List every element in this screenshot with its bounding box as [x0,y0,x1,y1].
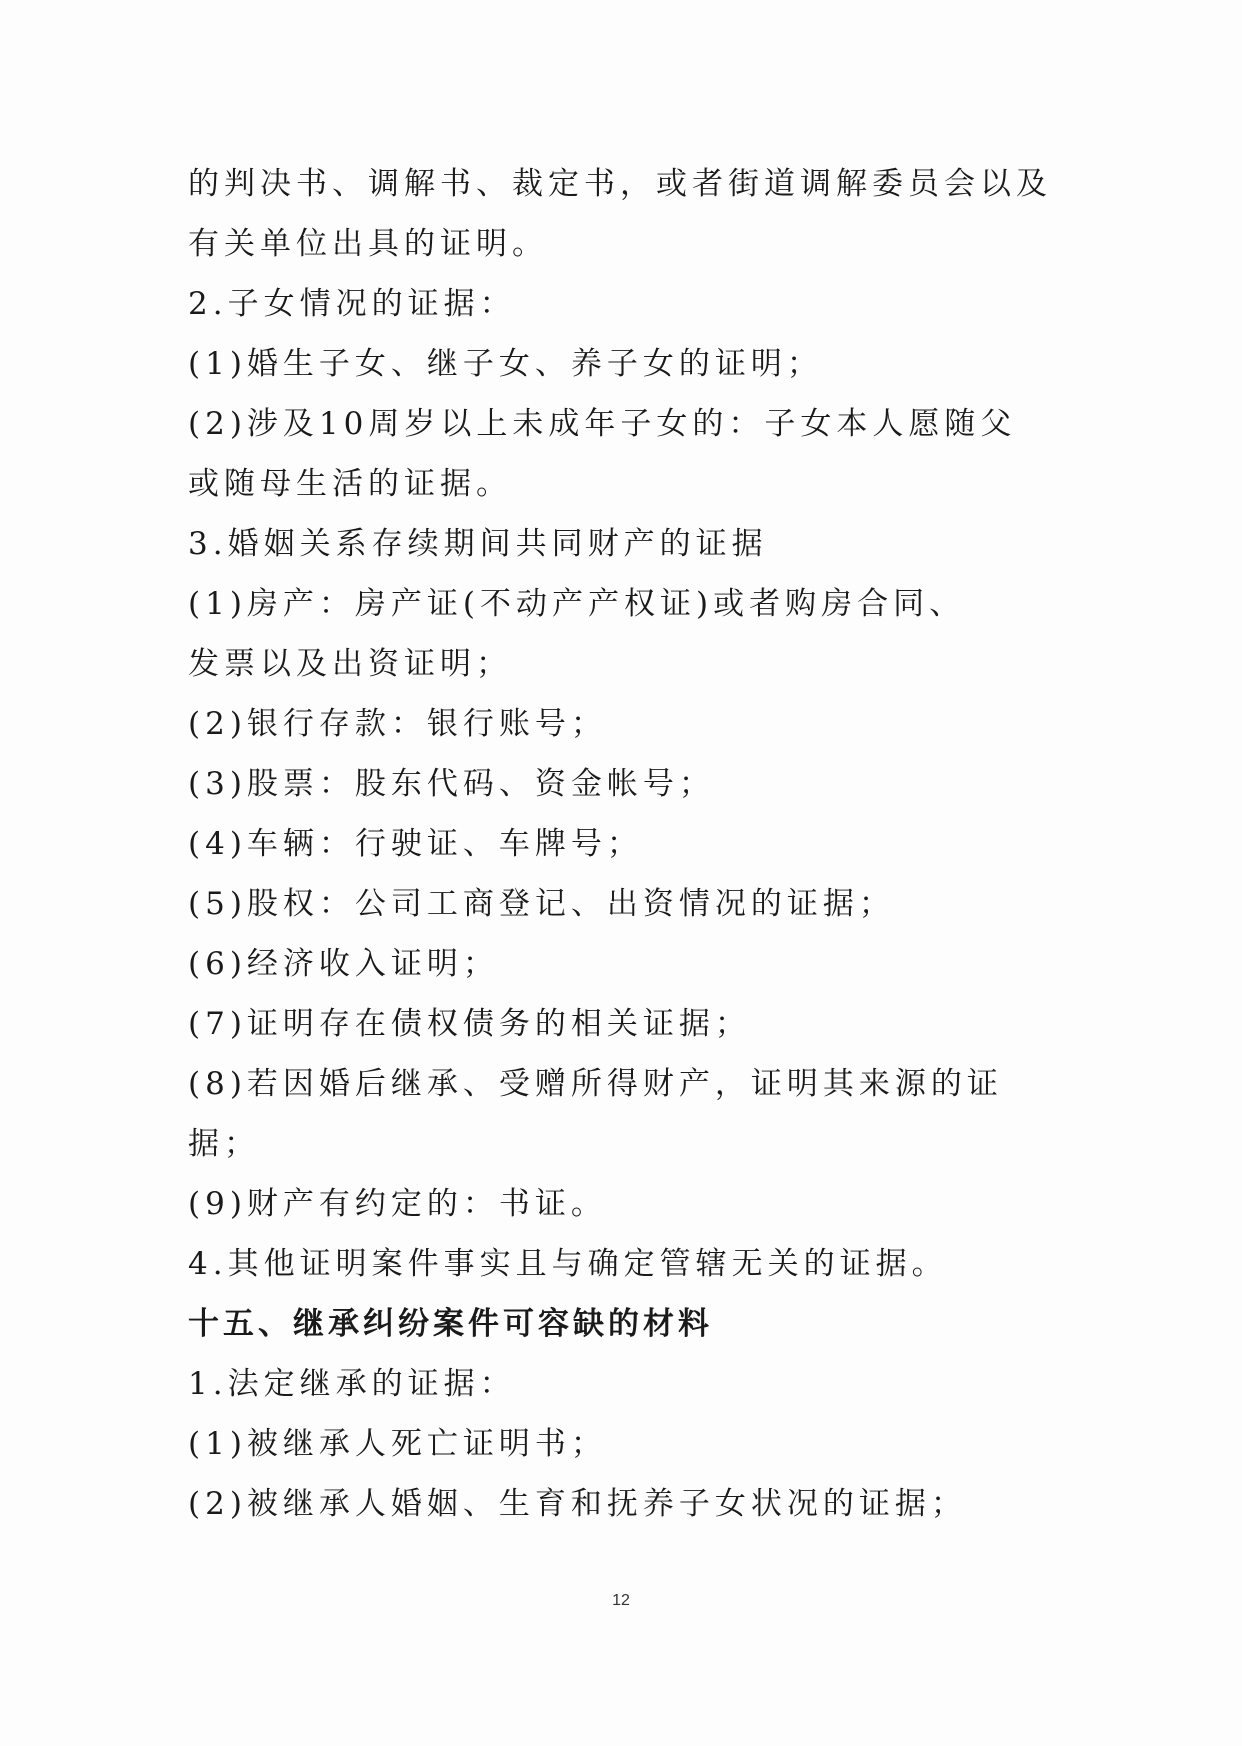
text-line: 有关单位出具的证明。 [188,226,548,262]
section-heading: 十五、继承纠纷案件可容缺的材料 [188,1306,713,1342]
text-line: (1)婚生子女、继子女、养子女的证明； [188,346,823,382]
text-line: 3.婚姻关系存续期间共同财产的证据 [188,526,768,562]
page-number: 12 [612,1592,630,1609]
text-line: (6)经济收入证明； [188,946,499,982]
text-line: 发票以及出资证明； [188,646,512,682]
text-line: (2)涉及10周岁以上未成年子女的：子女本人愿随父 [188,406,1017,442]
text-line: (5)股权：公司工商登记、出资情况的证据； [188,886,895,922]
text-line: 据； [188,1126,260,1162]
text-line: (9)财产有约定的：书证。 [188,1186,607,1222]
text-line: 1.法定继承的证据： [188,1366,516,1402]
text-line: (1)房产：房产证(不动产产权证)或者购房合同、 [188,586,966,622]
text-line: 或随母生活的证据。 [188,466,512,502]
text-line: (2)银行存款：银行账号； [188,706,607,742]
text-line: 的判决书、调解书、裁定书，或者街道调解委员会以及 [188,166,1052,202]
text-line: (8)若因婚后继承、受赠所得财产，证明其来源的证 [188,1066,1003,1102]
text-line: 4.其他证明案件事实且与确定管辖无关的证据。 [188,1246,948,1282]
text-line: (1)被继承人死亡证明书； [188,1426,607,1462]
text-line: (7)证明存在债权债务的相关证据； [188,1006,751,1042]
text-line: 2.子女情况的证据： [188,286,516,322]
text-line: (4)车辆：行驶证、车牌号； [188,826,643,862]
text-line: (2)被继承人婚姻、生育和抚养子女状况的证据； [188,1486,967,1522]
text-line: (3)股票：股东代码、资金帐号； [188,766,715,802]
